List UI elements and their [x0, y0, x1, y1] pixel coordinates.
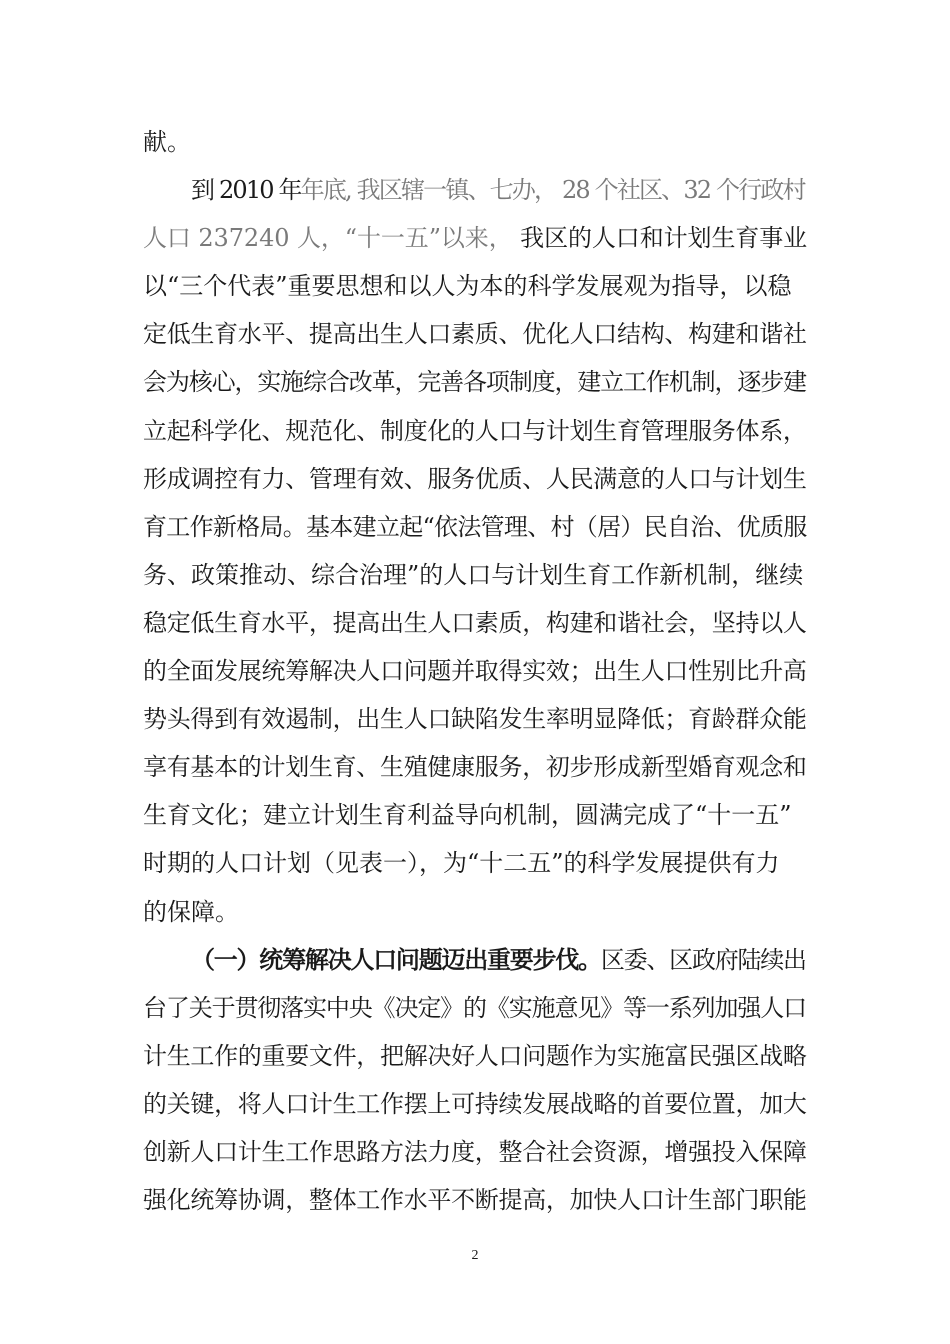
text-line: 强化统筹协调，整体工作水平不断提高，加快人口计生部门职能 [143, 1186, 807, 1215]
text-line: 的全面发展统筹解决人口问题并取得实效；出生人口性别比升高 [143, 657, 807, 686]
text-line: 计生工作的重要文件，把解决好人口问题作为实施富民强区战略 [143, 1041, 807, 1070]
page-number: 2 [471, 1248, 479, 1263]
text-line: 时期的人口计划（见表一），为“十二五”的科学发展提供有力 [143, 849, 780, 878]
text-line: 人口 237240 人，“十一五”以来， 我区的人口和计划生育事业 [143, 224, 807, 253]
text-line: 定低生育水平、提高出生人口素质、优化人口结构、构建和谐社 [143, 320, 807, 349]
text-line: 台了关于贯彻落实中央《决定》的《实施意见》等一系列加强人口 [143, 993, 806, 1022]
text-line: 的保障。 [143, 897, 239, 926]
text-line: 势头得到有效遏制，出生人口缺陷发生率明显降低；育龄群众能 [143, 705, 807, 734]
text-line: 以“三个代表”重要思想和以人为本的科学发展观为指导，以稳 [143, 272, 792, 301]
text-line: 献。 [143, 128, 191, 156]
text-line: 立起科学化、规范化、制度化的人口与计划生育管理服务体系， [143, 416, 807, 445]
text-line: 会为核心，实施综合改革，完善各项制度，建立工作机制，逐步建 [143, 368, 806, 397]
text-line: 育工作新格局。基本建立起“依法管理、村（居）民自治、优质服 [143, 512, 807, 541]
body-text [143, 118, 807, 1224]
text-line: 创新人口计生工作思路方法力度，整合社会资源，增强投入保障 [143, 1137, 807, 1166]
text-line: 形成调控有力、管理有效、服务优质、人民满意的人口与计划生 [143, 464, 807, 493]
text-line: 生育文化；建立计划生育利益导向机制，圆满完成了“十一五” [143, 801, 792, 830]
text-line: 稳定低生育水平，提高出生人口素质，构建和谐社会，坚持以人 [143, 608, 807, 637]
text-line: （一）统筹解决人口问题迈出重要步伐。区委、区政府陆续出 [191, 944, 806, 974]
text-line: 务、政策推动、综合治理”的人口与计划生育工作新机制，继续 [143, 560, 804, 589]
text-line: 到 2010 年年底, 我区辖一镇、七办， 28 个社区、32 个行政村 [191, 176, 805, 205]
text-line: 享有基本的计划生育、生殖健康服务，初步形成新型婚育观念和 [143, 753, 807, 782]
section-heading: （一）统筹解决人口问题迈出重要步伐。 [191, 944, 601, 974]
text-line: 的关键，将人口计生工作摆上可持续发展战略的首要位置，加大 [143, 1089, 807, 1118]
